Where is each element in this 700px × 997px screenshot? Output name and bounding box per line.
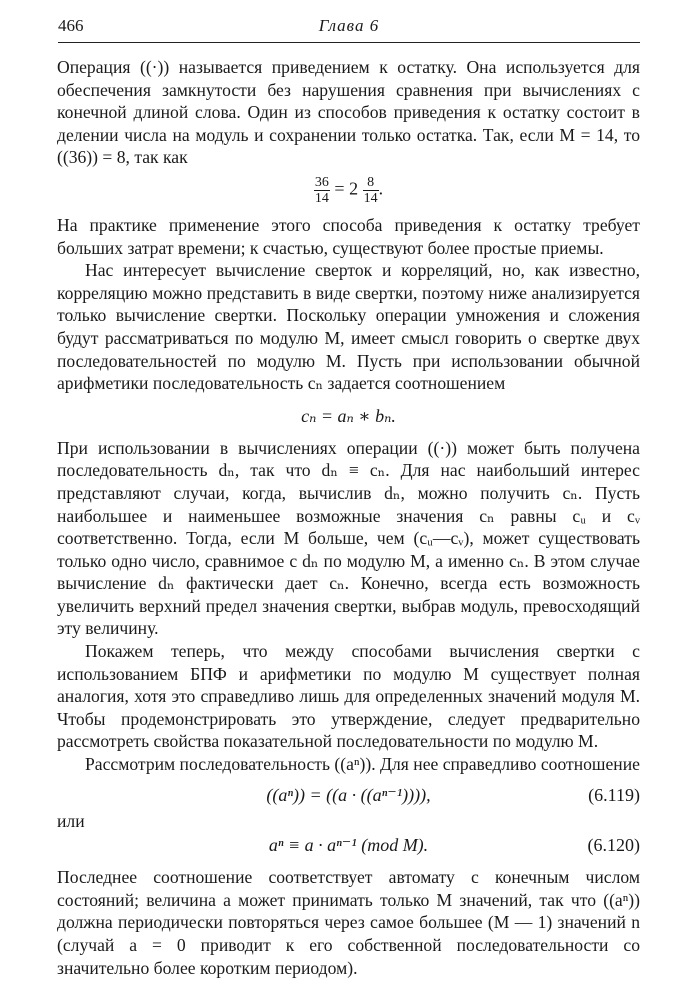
equation-6-120 (57, 834, 640, 856)
paragraph-4: При использовании в вычислениях операции ((·)) может быть получена последовательность dₙ, так что dₙ ≡ cₙ. Для нас наибольший интерес представляют случаи, когда, вычислив dₙ, можно получить cₙ. Пусть наибольшее и наименьшее возможные значения cₙ равны cᵤ и cᵥ соответственно. Тогда, если M больше, чем (cᵤ—cᵥ), может существовать только одно число, сравнимое с dₙ по модулю M, а именно cₙ. В этом случае вычисление dₙ фактически дает cₙ. Конечно, всегда есть возможность увеличить верхний предел значения свертки, выбрав модуль, превосходящий эту величину. (57, 437, 640, 639)
paragraph-6: Рассмотрим последовательность ((aⁿ)). Для нее справедливо соотношение (85, 754, 640, 775)
fraction-equation (57, 175, 640, 206)
equation-6-120-number: (6.120) (587, 835, 640, 856)
chapter-title: Глава 6 (318, 16, 380, 35)
paragraph-2: На практике применение этого способа приведения к остатку требует больших затрат времени; к счастью, существуют более простые приемы. (57, 214, 640, 258)
fraction-8-14 (363, 175, 379, 206)
fraction-36-14 (314, 175, 330, 206)
page-body (57, 56, 640, 979)
paragraph-8: Последнее соотношение соответствует автомату с конечным числом состояний; величина a может принимать только M значений, так что ((aⁿ)) должна периодически повторяться через самое большее (M — 1) значений n (случай a = 0 приводит к его собственной последовательности со значительно более коротким периодом). (57, 867, 640, 978)
running-header (58, 14, 640, 43)
paragraph-or: или (57, 810, 85, 831)
page-number: 466 (58, 16, 84, 35)
paragraph-3: Нас интересует вычисление сверток и корреляций, но, как известно, корреляцию можно представить в виде свертки, поэтому ниже анализируется только вычисление свертки. Поскольку операции умножения и сложения будут рассматриваться по модулю M, имеет смысл говорить о свертке двух последовательностей по модулю M. Пусть при использовании обычной арифметики последовательность cₙ задается соотношением (57, 260, 640, 394)
equation-6-119-expr: ((aⁿ)) = ((a · ((aⁿ⁻¹)))), (266, 784, 431, 805)
equation-6-120-expr: aⁿ ≡ a · aⁿ⁻¹ (mod M). (268, 835, 429, 856)
equation-6-119-number: (6.119) (588, 784, 640, 805)
convolution-equation: cₙ = aₙ ∗ bₙ. (301, 405, 396, 426)
equals-two: = 2 (334, 178, 359, 199)
numerator: 8 (363, 175, 379, 191)
denominator: 14 (363, 190, 378, 206)
period: . (378, 178, 384, 199)
numerator: 36 (314, 174, 329, 190)
equation-6-119 (57, 784, 640, 806)
paragraph-5: Покажем теперь, что между способами вычисления свертки с использованием БПФ и арифметики по модулю M существует полная аналогия, хотя это справедливо лишь для определенных значений модуля M. Чтобы продемонстрировать это утверждение, следует предварительно рассмотреть свойства показательной последовательности по модулю M. (57, 641, 640, 752)
paragraph-1: Операция ((·)) называется приведением к остатку. Она используется для обеспечения замкнутости без нарушения сравнения при вычислениях с конечной длиной слова. Один из способов приведения к остатку состоит в делении числа на модуль и сохранении только остатка. Так, если M = 14, то ((36)) = 8, так как (57, 57, 640, 168)
denominator: 14 (314, 190, 329, 206)
